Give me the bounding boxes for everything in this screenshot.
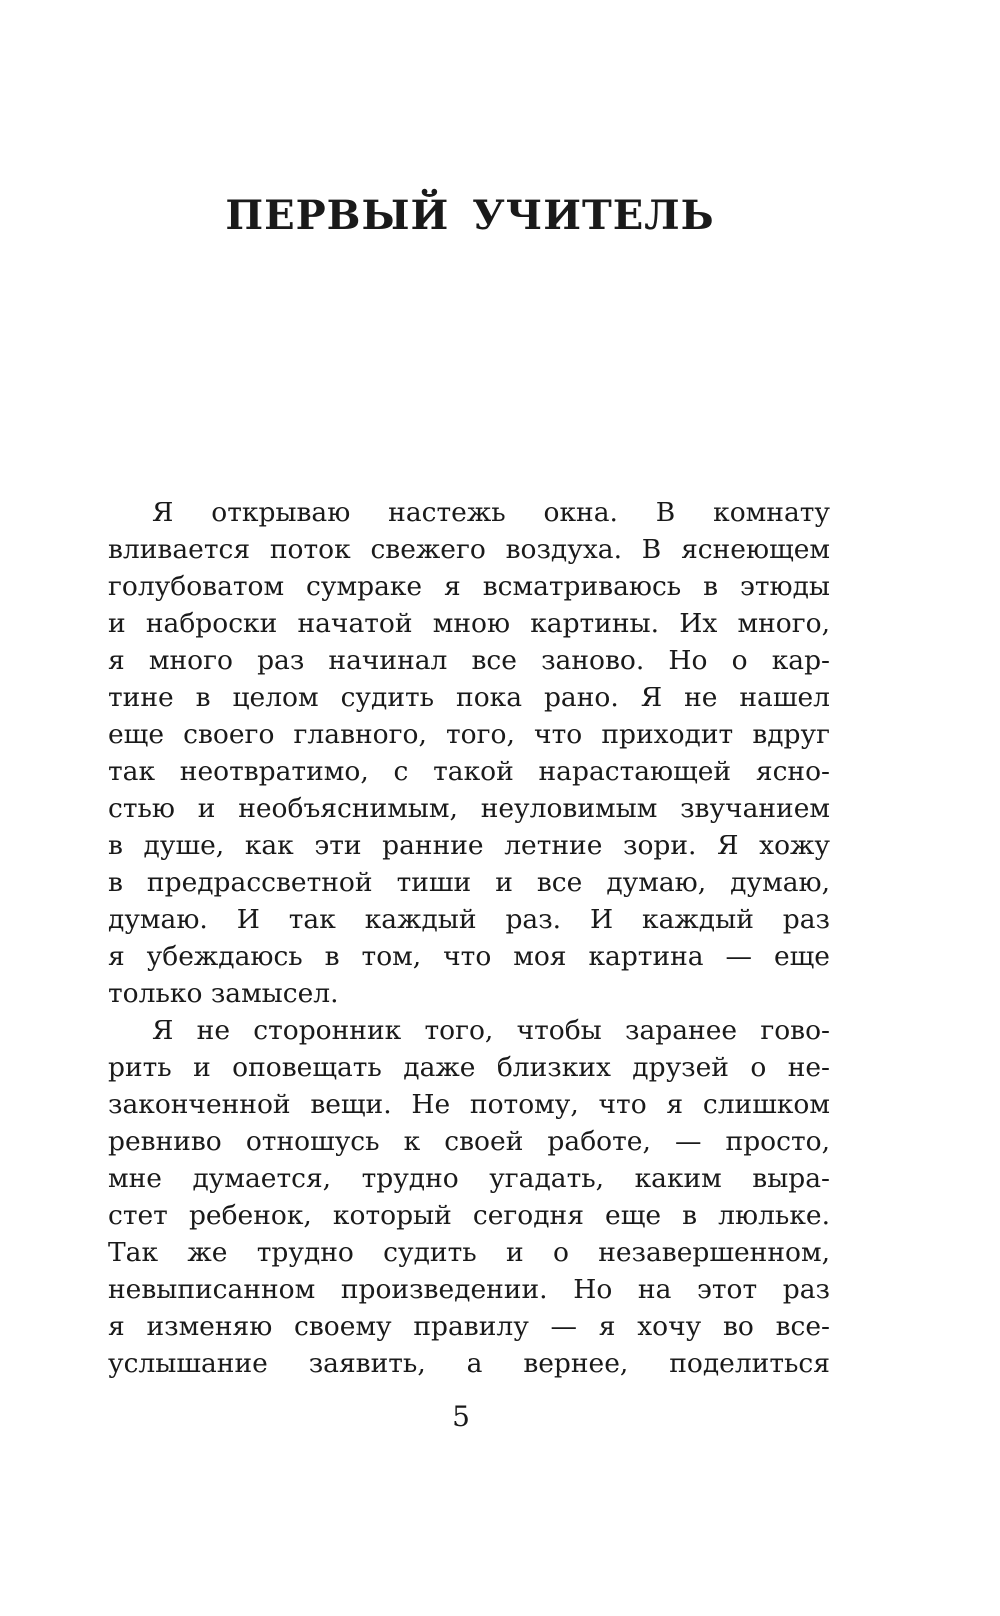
text-line: в предрассветной тиши и все думаю, думаю,	[108, 867, 830, 898]
text-line: только замысел.	[108, 978, 339, 1009]
text-line: Так же трудно судить и о незавершенном,	[108, 1237, 830, 1268]
text-line: ревниво отношусь к своей работе, — просто,	[108, 1126, 830, 1157]
text-line: стью и необъяснимым, неуловимым звучанием	[108, 793, 830, 824]
text-line: Я не сторонник того, чтобы заранее гово-	[152, 1015, 830, 1046]
text-line: законченной вещи. Не потому, что я слишком	[108, 1089, 830, 1120]
text-line: в душе, как эти ранние летние зори. Я хожу	[108, 830, 830, 861]
text-line: я изменяю своему правилу — я хочу во все-	[108, 1311, 830, 1342]
text-line: Я открываю настежь окна. В комнату	[152, 497, 830, 528]
text-line: я много раз начинал все заново. Но о кар-	[108, 645, 830, 676]
text-line: рить и оповещать даже близких друзей о не-	[108, 1052, 830, 1083]
text-line: мне думается, трудно угадать, каким выра-	[108, 1163, 830, 1194]
text-line: голубоватом сумраке я всматриваюсь в этюды	[108, 571, 830, 602]
text-line: стет ребенок, который сегодня еще в люльке.	[108, 1200, 830, 1231]
text-line: думаю. И так каждый раз. И каждый раз	[108, 904, 830, 935]
body-text	[108, 494, 830, 1382]
text-line: еще своего главного, того, что приходит вдруг	[108, 719, 830, 750]
text-line: я убеждаюсь в том, что моя картина — еще	[108, 941, 830, 972]
text-line: вливается поток свежего воздуха. В яснеющем	[108, 534, 830, 565]
text-line: так неотвратимо, с такой нарастающей ясно-	[108, 756, 830, 787]
text-line: и наброски начатой мною картины. Их много,	[108, 608, 830, 639]
text-line: услышание заявить, а вернее, поделиться	[108, 1348, 830, 1379]
page-number: 5	[452, 1400, 470, 1433]
text-line: тине в целом судить пока рано. Я не нашел	[108, 682, 830, 713]
text-line: невыписанном произведении. Но на этот раз	[108, 1274, 830, 1305]
chapter-title: ПЕРВЫЙ УЧИТЕЛЬ	[225, 192, 715, 239]
